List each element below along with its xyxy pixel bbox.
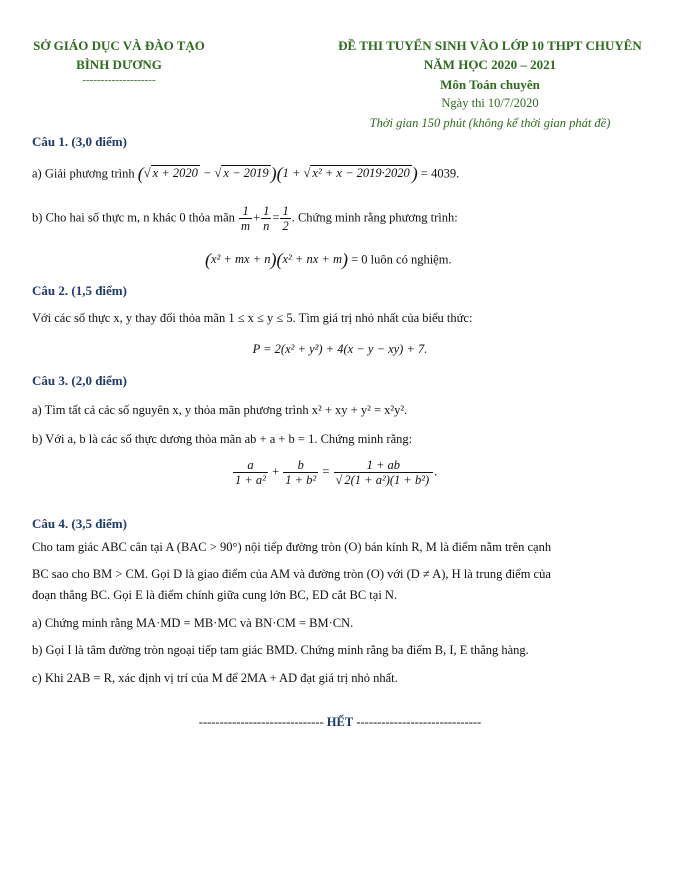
- q2-formula: P = 2(x² + y²) + 4(x − y − xy) + 7.: [252, 342, 428, 356]
- q1a: [32, 164, 459, 185]
- q1b-eq-suffix: = 0 luôn có nghiệm.: [351, 252, 452, 267]
- q4b: b) Gọi I là tâm đường tròn ngoại tiếp tam giác BMD. Chứng minh rằng ba điểm B, I, E thẳng hàng.: [32, 643, 529, 657]
- province-name: BÌNH DƯƠNG: [76, 57, 162, 72]
- q1a-prefix: a) Giải phương trình: [32, 166, 135, 181]
- q1b: b) Cho hai số thực m, n khác 0 thỏa mãn $\frac{1}{m}$ + $\frac{1}{n}$ = $\frac{1}{2}$ . Chứng minh rằng phương trình:: [32, 204, 458, 233]
- q1-title: Câu 1. (3,0 điểm): [32, 134, 127, 149]
- q3b-inequality: $\frac{a}{\text{1 + a²}}$ + $\frac{b}{\text{1 + b²}}$ = $\frac{1 + ab}{\text{√ 2(1 + a²)(1 + b²)}}$ .: [235, 458, 438, 487]
- q4c: c) Khi 2AB = R, xác định vị trí của M để 2MA + AD đạt giá trị nhỏ nhất.: [32, 671, 398, 685]
- subject: Môn Toán chuyên: [440, 77, 540, 92]
- q1b-prefix: b) Cho hai số thực m, n khác 0 thỏa mãn: [32, 210, 235, 225]
- q1b-equation: (x² + mx + n)(x² + nx + m) = 0 luôn có nghiệm.: [205, 250, 452, 270]
- frac-a: $\frac{a}{\text{1 + a²}}$: [235, 458, 266, 487]
- end-word: HẾT: [326, 715, 354, 729]
- header-rule: --------------------: [82, 74, 156, 86]
- end-rule-left: ------------------------------: [198, 715, 324, 729]
- q1a-equation: (√ x + 2020 − √ x − 2019 )(1 + √ x² + x − 2019·2020 ): [137, 164, 418, 184]
- frac-rhs: $\frac{1 + ab}{\text{√ 2(1 + a²)(1 + b²)}}$: [334, 458, 434, 487]
- q1b-suffix: . Chứng minh rằng phương trình:: [291, 210, 458, 225]
- frac-1-m: $\frac{1}{m}$: [241, 204, 251, 233]
- exam-duration: Thời gian 150 phút (không kể thời gian phát đề): [369, 116, 611, 130]
- q2-text: Với các số thực x, y thay đổi thỏa mãn 1 ≤ x ≤ y ≤ 5. Tìm giá trị nhỏ nhất của biểu thức:: [32, 311, 473, 325]
- q2-title: Câu 2. (1,5 điểm): [32, 283, 127, 298]
- q3b: b) Với a, b là các số thực dương thỏa mãn ab + a + b = 1. Chứng minh rằng:: [32, 432, 413, 446]
- exam-date: Ngày thi 10/7/2020: [441, 96, 539, 110]
- dept-name: SỞ GIÁO DỤC VÀ ĐÀO TẠO: [33, 38, 205, 53]
- q4a: a) Chứng minh rằng MA·MD = MB·MC và BN·CM = BM·CN.: [32, 616, 354, 630]
- frac-1-2: $\frac{1}{2}$: [282, 204, 289, 233]
- q4-intro-2: BC sao cho BM > CM. Gọi D là giao điểm của AM và đường tròn (O) với (D ≠ A), H là trung điểm của: [32, 567, 551, 581]
- frac-b: $\frac{b}{\text{1 + b²}}$: [285, 458, 317, 487]
- school-year: NĂM HỌC 2020 – 2021: [423, 57, 557, 72]
- q4-title: Câu 4. (3,5 điểm): [32, 516, 127, 531]
- frac-1-n: $\frac{1}{n}$: [263, 204, 270, 233]
- q4-intro-1: Cho tam giác ABC cân tại A (BAC > 90°) nội tiếp đường tròn (O) bán kính R, M là điểm nằm trên cạnh: [32, 540, 552, 554]
- exam-title: ĐỀ THI TUYỂN SINH VÀO LỚP 10 THPT CHUYÊN: [338, 38, 642, 53]
- end-rule-right: ------------------------------: [356, 715, 482, 729]
- q3-title: Câu 3. (2,0 điểm): [32, 373, 127, 388]
- end-marker: [0, 715, 680, 730]
- q4-intro-3: đoạn thẳng BC. Gọi E là điểm chính giữa cung lớn BC, ED cắt BC tại N.: [32, 588, 398, 602]
- q3a: a) Tìm tất cả các số nguyên x, y thỏa mãn phương trình x² + xy + y² = x²y².: [32, 403, 408, 417]
- q1a-result: = 4039.: [420, 166, 460, 181]
